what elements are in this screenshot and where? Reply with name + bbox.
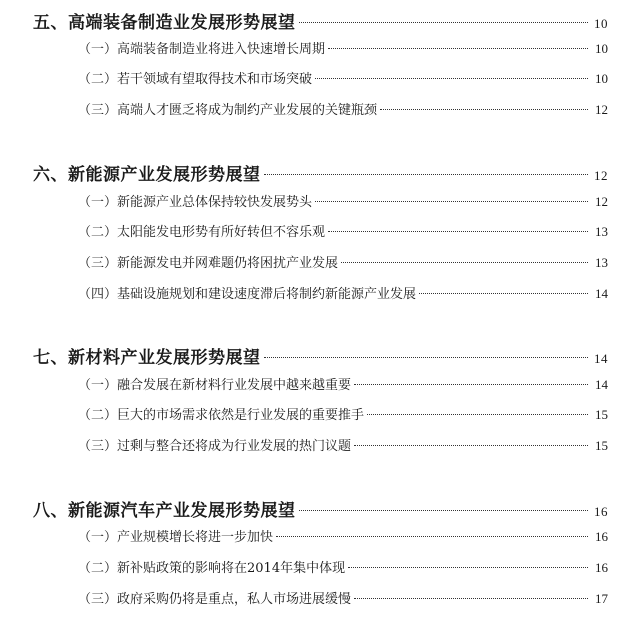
toc-leader-dots xyxy=(315,78,588,79)
toc-entry-title: （二）巨大的市场需求依然是行业发展的重要推手 xyxy=(78,408,365,423)
toc-leader-dots xyxy=(264,357,589,358)
toc-entry-title: （三）政府采购仍将是重点，私人市场进展缓慢 xyxy=(78,592,352,607)
toc-page-number: 10 xyxy=(594,16,608,31)
toc-heading[interactable] xyxy=(33,8,608,33)
toc-leader-dots xyxy=(419,293,588,294)
toc-entry-title: （三）新能源发电并网难题仍将困扰产业发展 xyxy=(78,256,339,271)
toc-page-number: 12 xyxy=(595,102,608,117)
toc-entry[interactable] xyxy=(78,38,608,57)
toc-leader-dots xyxy=(328,231,588,232)
toc-leader-dots xyxy=(348,567,588,568)
toc-heading-title: 五、高端装备制造业发展形势展望 xyxy=(33,13,296,33)
toc-heading[interactable] xyxy=(33,160,608,185)
toc-entry[interactable] xyxy=(78,526,608,545)
toc-heading-title: 八、新能源汽车产业发展形势展望 xyxy=(33,501,296,521)
toc-leader-dots xyxy=(380,109,588,110)
toc-heading-title: 六、新能源产业发展形势展望 xyxy=(33,165,261,185)
toc-entry-title: （四）基础设施规划和建设速度滞后将制约新能源产业发展 xyxy=(78,287,417,302)
toc-leader-dots xyxy=(299,22,589,23)
toc-heading[interactable] xyxy=(33,496,608,521)
toc-page-number: 17 xyxy=(595,591,608,606)
toc-page-number: 16 xyxy=(595,560,608,575)
toc-page-number: 15 xyxy=(595,407,608,422)
toc-entry-title: （三）过剩与整合还将成为行业发展的热门议题 xyxy=(78,439,352,454)
toc-leader-dots xyxy=(354,598,588,599)
toc-entry-title: （一）新能源产业总体保持较快发展势头 xyxy=(78,195,313,210)
toc-leader-dots xyxy=(315,201,588,202)
toc-page-number: 14 xyxy=(595,377,608,392)
toc-entry[interactable] xyxy=(78,404,608,423)
toc-entry-title: （一）产业规模增长将进一步加快 xyxy=(78,530,274,545)
toc-page-number: 16 xyxy=(594,504,608,519)
toc-entry[interactable] xyxy=(78,252,608,271)
toc-heading[interactable] xyxy=(33,343,608,368)
toc-leader-dots xyxy=(276,536,588,537)
toc-page-number: 13 xyxy=(595,255,608,270)
toc-entry-title: （二）若干领域有望取得技术和市场突破 xyxy=(78,72,313,87)
toc-entry[interactable] xyxy=(78,588,608,607)
toc-entry-title: （二）新补贴政策的影响将在2014年集中体现 xyxy=(78,561,346,576)
toc-entry-title: （一）融合发展在新材料行业发展中越来越重要 xyxy=(78,378,352,393)
toc-entry-title: （一）高端装备制造业将进入快速增长周期 xyxy=(78,42,326,57)
toc-leader-dots xyxy=(354,445,588,446)
toc-page-number: 14 xyxy=(594,351,608,366)
toc-entry[interactable] xyxy=(78,221,608,240)
toc-entry[interactable] xyxy=(78,557,608,576)
toc-heading-title: 七、新材料产业发展形势展望 xyxy=(33,348,261,368)
toc-page-number: 10 xyxy=(595,71,608,86)
toc-leader-dots xyxy=(341,262,588,263)
toc-page-number: 13 xyxy=(595,224,608,239)
toc-entry[interactable] xyxy=(78,374,608,393)
toc-leader-dots xyxy=(328,48,588,49)
toc-entry[interactable] xyxy=(78,99,608,118)
toc-page-number: 16 xyxy=(595,529,608,544)
toc-leader-dots xyxy=(299,510,589,511)
toc-page-number: 10 xyxy=(595,41,608,56)
toc-page-number: 12 xyxy=(595,194,608,209)
toc-leader-dots xyxy=(367,414,588,415)
toc-page-number: 15 xyxy=(595,438,608,453)
toc-page-number: 12 xyxy=(594,168,608,183)
toc-entry[interactable] xyxy=(78,283,608,302)
toc-entry-title: （三）高端人才匮乏将成为制约产业发展的关键瓶颈 xyxy=(78,103,378,118)
toc-entry-title: （二）太阳能发电形势有所好转但不容乐观 xyxy=(78,225,326,240)
toc-entry[interactable] xyxy=(78,68,608,87)
toc-page-number: 14 xyxy=(595,286,608,301)
toc-entry[interactable] xyxy=(78,435,608,454)
toc-leader-dots xyxy=(264,174,589,175)
toc-entry[interactable] xyxy=(78,191,608,210)
toc-leader-dots xyxy=(354,384,588,385)
